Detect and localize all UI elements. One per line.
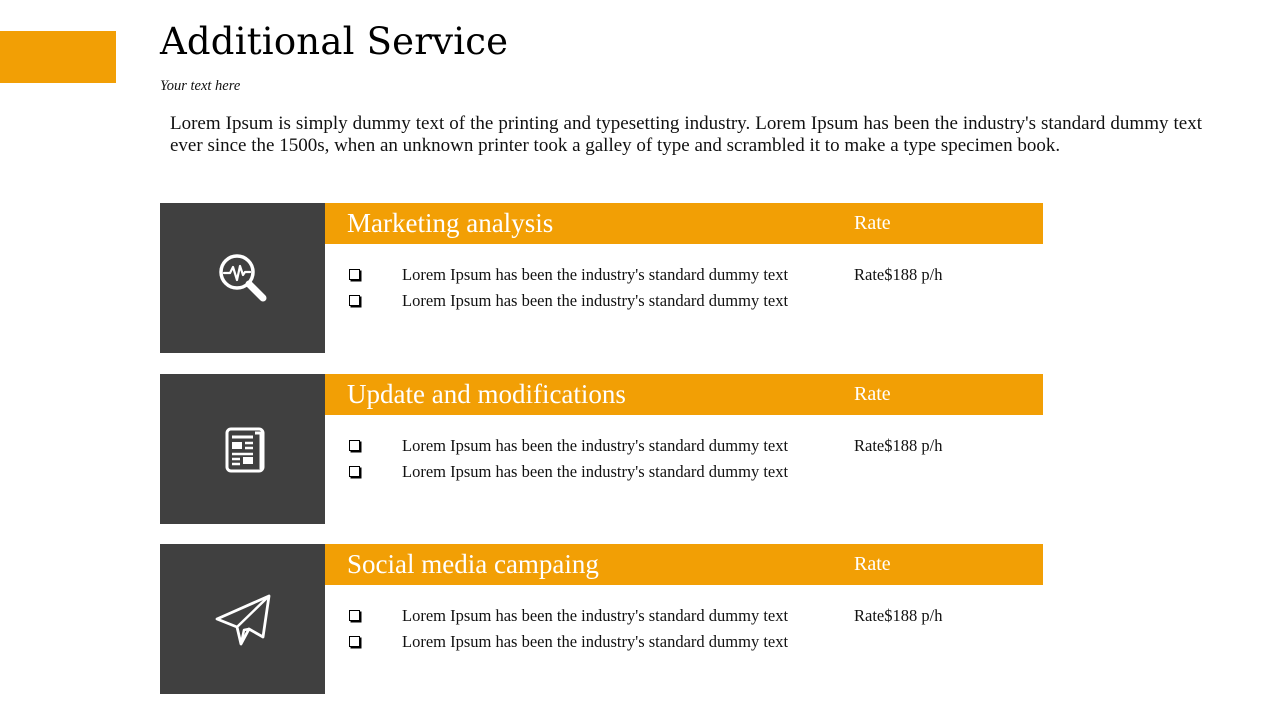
service-title: Update and modifications <box>347 379 626 409</box>
list-item <box>347 462 827 481</box>
bullet-text: Lorem Ipsum has been the industry's standard dummy text <box>402 632 789 651</box>
rate-value: Rate$188 p/h <box>854 436 943 455</box>
service-header <box>325 544 1043 585</box>
checkbox-bullet-icon <box>349 295 360 306</box>
paper-plane-icon <box>213 589 273 649</box>
checkbox-bullet-icon <box>349 440 360 451</box>
accent-bar <box>0 31 116 83</box>
page-subtitle: Your text here <box>160 78 241 94</box>
service-header <box>325 374 1043 415</box>
rate-value: Rate$188 p/h <box>854 265 943 284</box>
service-icon-panel <box>160 544 325 694</box>
intro-paragraph: Lorem Ipsum is simply dummy text of the printing and typesetting industry. Lorem Ipsum has been the industry's standard dummy text ever since the 1500s, when an unknown printer took a galley of type and scrambled it to make a type specimen book. <box>170 113 1202 156</box>
rate-heading: Rate <box>854 383 891 405</box>
checkbox-bullet-icon <box>349 466 360 477</box>
service-title: Social media campaing <box>347 549 599 579</box>
list-item <box>347 632 827 651</box>
bullet-list <box>347 606 827 658</box>
bullet-text: Lorem Ipsum has been the industry's standard dummy text <box>402 265 789 284</box>
service-card-marketing <box>160 203 1043 353</box>
list-item <box>347 606 827 625</box>
service-card-social <box>160 544 1043 694</box>
bullet-list <box>347 265 827 317</box>
newspaper-icon <box>213 419 273 479</box>
list-item <box>347 291 827 310</box>
service-header <box>325 203 1043 244</box>
list-item <box>347 436 827 455</box>
checkbox-bullet-icon <box>349 636 360 647</box>
bullet-text: Lorem Ipsum has been the industry's standard dummy text <box>402 606 789 625</box>
service-icon-panel <box>160 374 325 524</box>
service-icon-panel <box>160 203 325 353</box>
checkbox-bullet-icon <box>349 269 360 280</box>
page-title: Additional Service <box>160 20 509 63</box>
bullet-list <box>347 436 827 488</box>
rate-heading: Rate <box>854 212 891 234</box>
bullet-text: Lorem Ipsum has been the industry's standard dummy text <box>402 436 789 455</box>
bullet-text: Lorem Ipsum has been the industry's standard dummy text <box>402 291 789 310</box>
service-title: Marketing analysis <box>347 208 554 238</box>
rate-value: Rate$188 p/h <box>854 606 943 625</box>
magnifier-pulse-icon <box>213 248 273 308</box>
service-card-updates <box>160 374 1043 524</box>
bullet-text: Lorem Ipsum has been the industry's standard dummy text <box>402 462 789 481</box>
list-item <box>347 265 827 284</box>
rate-heading: Rate <box>854 553 891 575</box>
checkbox-bullet-icon <box>349 610 360 621</box>
